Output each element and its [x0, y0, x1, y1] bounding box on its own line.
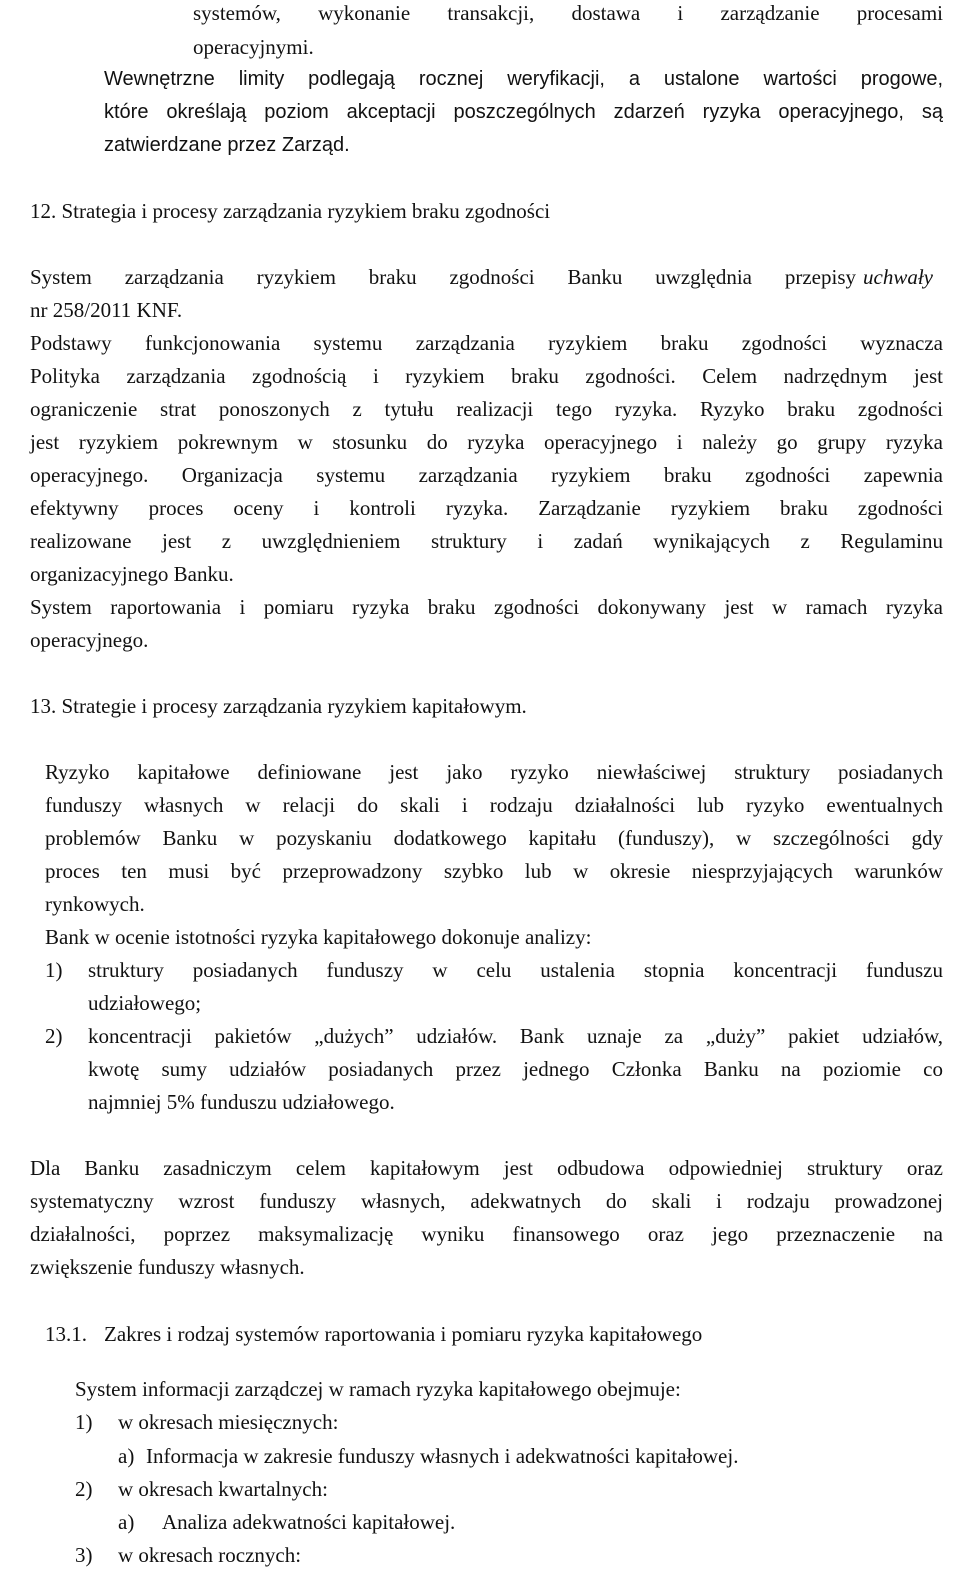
intro-line-2: operacyjnymi.: [193, 35, 314, 59]
section-13-1-heading: Zakres i rodzaj systemów raportowania i pomiaru ryzyka kapitałowego: [104, 1322, 703, 1346]
intro-line-1: systemów, wykonanie transakcji, dostawa i zarządzanie procesami: [193, 1, 943, 25]
section-12-p3-line-2: operacyjnego.: [30, 628, 149, 652]
section-13-1-subitem-1: Informacja w zakresie funduszy własnych i adekwatności kapitałowej.: [146, 1444, 739, 1468]
section-12-p1-italic: uchwały: [863, 265, 933, 289]
section-13-p2-line-1: Dla Banku zasadniczym celem kapitałowym jest odbudowa odpowiedniej struktury oraz: [30, 1156, 943, 1180]
section-13-1-item-2: w okresach kwartalnych:: [118, 1477, 328, 1501]
section-12-heading: 12. Strategia i procesy zarządzania ryzykiem braku zgodności: [30, 199, 551, 223]
section-13-p1-line-5: rynkowych.: [45, 892, 145, 916]
section-12-p3-line-1: System raportowania i pomiaru ryzyka braku zgodności dokonywany jest w ramach ryzyka: [30, 595, 943, 619]
intro-line-4: które określają poziom akceptacji poszczególnych zdarzeń ryzyka operacyjnego, są: [104, 101, 943, 123]
section-13-list-2-line-3: najmniej 5% funduszu udziałowego.: [88, 1090, 395, 1114]
section-13-1-number: 13.1.: [45, 1322, 87, 1346]
section-12-p2-line-3: ograniczenie strat ponoszonych z tytułu realizacji tego ryzyka. Ryzyko braku zgodności: [30, 397, 943, 421]
section-12-p1-line-1-text: System zarządzania ryzykiem braku zgodności Banku uwzględnia przepisy: [30, 265, 856, 289]
section-13-list-2-line-2: kwotę sumy udziałów posiadanych przez jednego Członka Banku na poziomie co: [88, 1057, 943, 1081]
intro-line-3: Wewnętrzne limity podlegają rocznej weryfikacji, a ustalone wartości progowe,: [104, 68, 943, 90]
section-12-p2-line-2: Polityka zarządzania zgodnością i ryzykiem braku zgodności. Celem nadrzędnym jest: [30, 364, 943, 388]
section-13-1-intro: System informacji zarządczej w ramach ryzyka kapitałowego obejmuje:: [75, 1377, 681, 1401]
section-13-1-subitem-num-1: a): [118, 1444, 135, 1468]
section-12-p1-line-1: [30, 260, 943, 294]
intro-line-5: zatwierdzane przez Zarząd.: [104, 134, 350, 156]
section-13-list-num-1: 1): [45, 958, 63, 982]
section-13-p2-line-4: zwiększenie funduszy własnych.: [30, 1255, 305, 1279]
section-13-list-1-line-2: udziałowego;: [88, 991, 202, 1015]
section-13-p1-line-3: problemów Banku w pozyskaniu dodatkowego kapitału (funduszy), w szczególności gdy: [45, 826, 943, 850]
section-13-1-subitem-2: Analiza adekwatności kapitałowej.: [162, 1510, 456, 1534]
section-13-p1-line-1: Ryzyko kapitałowe definiowane jest jako ryzyko niewłaściwej struktury posiadanych: [45, 760, 943, 784]
section-12-p2-line-8: organizacyjnego Banku.: [30, 562, 234, 586]
section-12-p2-line-4: jest ryzykiem pokrewnym w stosunku do ryzyka operacyjnego i należy go grupy ryzyka: [30, 430, 943, 454]
section-13-list-1-line-1: struktury posiadanych funduszy w celu ustalenia stopnia koncentracji funduszu: [88, 958, 943, 982]
section-12-p2-line-1: Podstawy funkcjonowania systemu zarządzania ryzykiem braku zgodności wyznacza: [30, 331, 943, 355]
section-13-p2-line-3: działalności, poprzez maksymalizację wyniku finansowego oraz jego przeznaczenie na: [30, 1222, 943, 1246]
section-13-1-item-num-1: 1): [75, 1410, 93, 1434]
section-12-p2-line-6: efektywny proces oceny i kontroli ryzyka. Zarządzanie ryzykiem braku zgodności: [30, 496, 943, 520]
section-13-1-item-num-2: 2): [75, 1477, 93, 1501]
section-13-1-item-1: w okresach miesięcznych:: [118, 1410, 339, 1434]
section-13-heading: 13. Strategie i procesy zarządzania ryzykiem kapitałowym.: [30, 694, 527, 718]
section-13-analysis-intro: Bank w ocenie istotności ryzyka kapitałowego dokonuje analizy:: [45, 925, 592, 949]
section-13-p1-line-4: proces ten musi być przeprowadzony szybko lub w okresie niesprzyjających warunków: [45, 859, 943, 883]
section-13-list-num-2: 2): [45, 1024, 63, 1048]
section-13-p1-line-2: funduszy własnych w relacji do skali i rodzaju działalności lub ryzyko ewentualnych: [45, 793, 943, 817]
section-13-list-2-line-1: koncentracji pakietów „dużych” udziałów. Bank uznaje za „duży” pakiet udziałów,: [88, 1024, 943, 1048]
section-13-1-subitem-num-2: a): [118, 1510, 135, 1534]
section-13-1-item-3: w okresach rocznych:: [118, 1543, 302, 1567]
section-12-p2-line-5: operacyjnego. Organizacja systemu zarządzania ryzykiem braku zgodności zapewnia: [30, 463, 943, 487]
section-12-p2-line-7: realizowane jest z uwzględnieniem struktury i zadań wynikających z Regulaminu: [30, 529, 943, 553]
section-13-1-item-num-3: 3): [75, 1543, 93, 1567]
section-13-p2-line-2: systematyczny wzrost funduszy własnych, adekwatnych do skali i rodzaju prowadzonej: [30, 1189, 943, 1213]
section-12-p1-line-2: nr 258/2011 KNF.: [30, 298, 183, 322]
